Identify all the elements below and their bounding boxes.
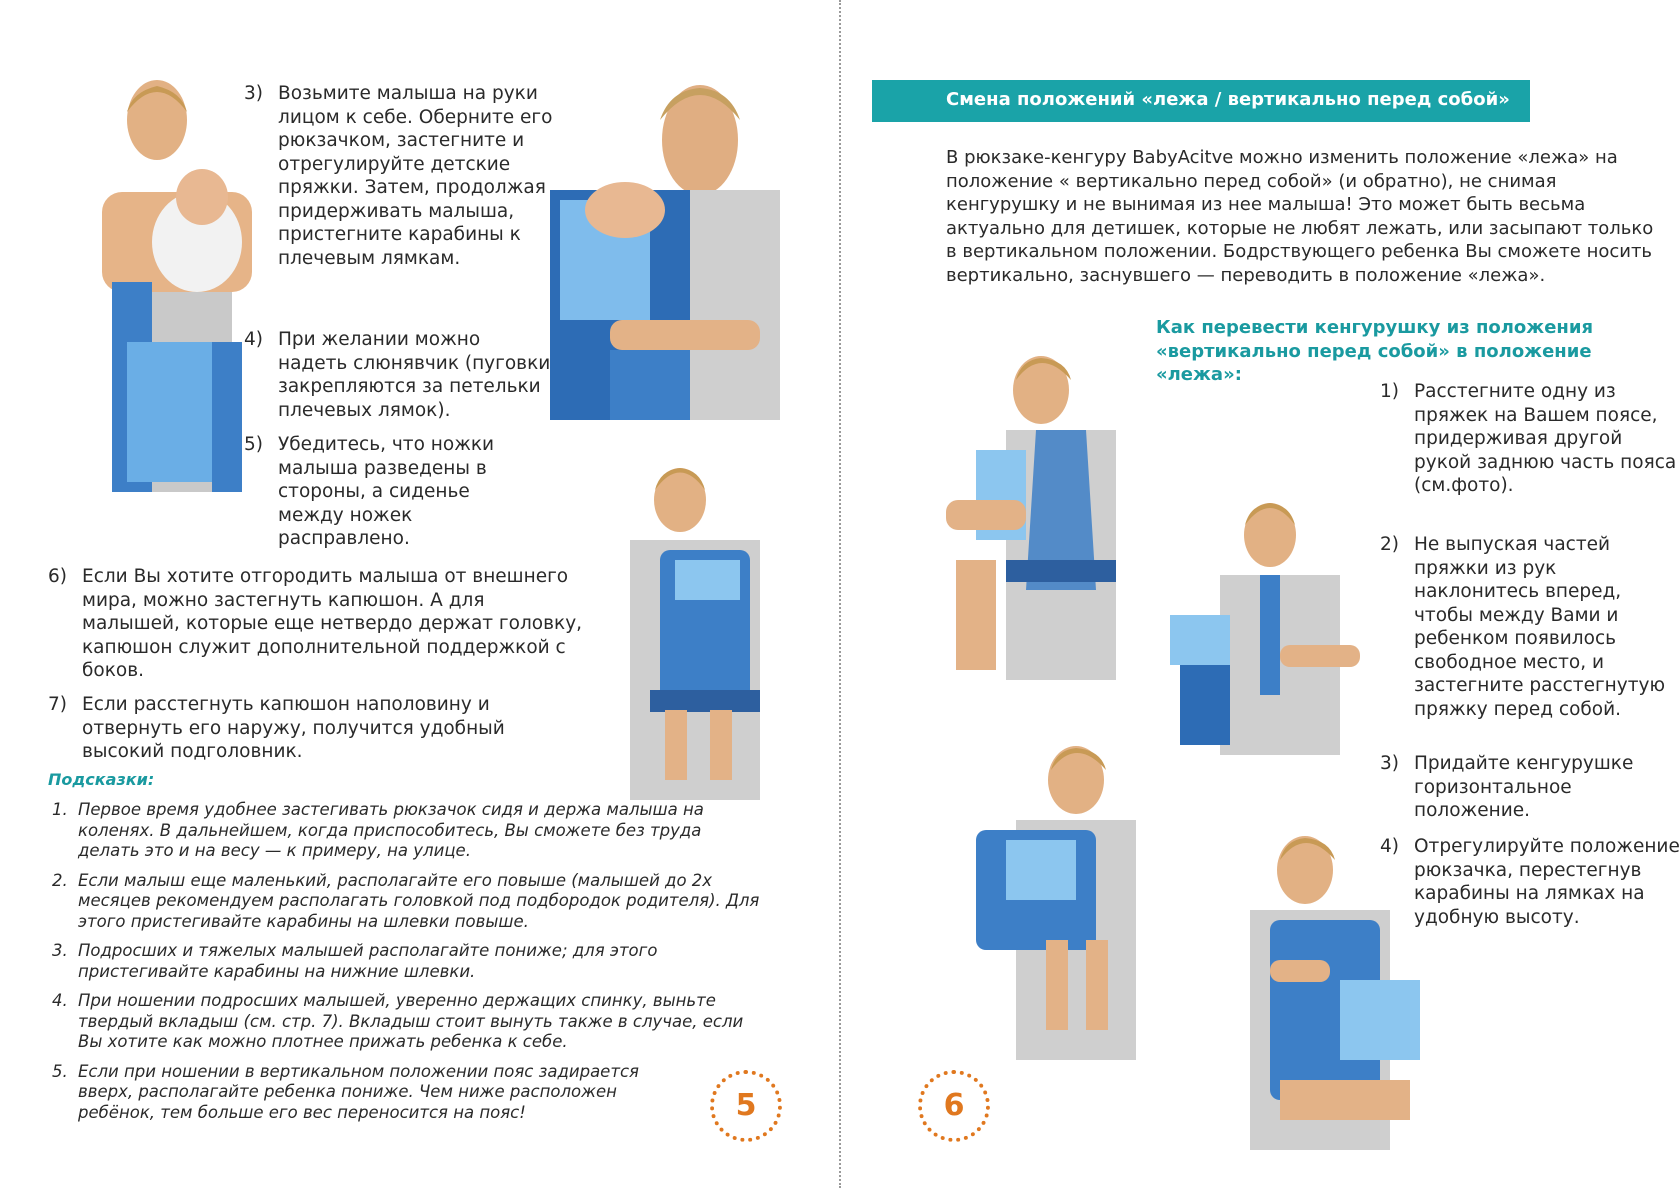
photo-lean-forward-rebuckle [1160,495,1360,755]
step-text: При желании можно надеть слюнявчик (пуговки закрепляются за петельки плечевых лямок). [278,329,551,421]
tip-text: Первое время удобнее застегивать рюкзачок сидя и держа малыша на коленях. В дальнейшем, когда приспособитесь, Вы сможете без труда делать это и на весу — к примеру, на улице. [78,800,704,860]
step-number: 7) [48,694,67,715]
photo-buttoning-bib [550,80,780,420]
step-text: Если Вы хотите отгородить малыша от внешнего мира, можно застегнуть капюшон. А для малышей, которые еще нетвердо держат головку, капюшон служит дополнительной поддержкой с боков. [82,566,583,681]
right-step-2 [1380,533,1680,721]
tips-heading: Подсказки: [48,770,155,789]
page-number-badge: 6 [918,1070,990,1142]
section-title: Смена положений «лежа / вертикально перед собой» [946,89,1510,110]
tip-item [48,871,768,933]
photo-mother-wrapping-baby [72,72,262,492]
tip-number: 3. [52,941,68,960]
step-number: 4) [244,329,263,350]
step-number: 3) [244,83,263,104]
tip-text: Если при ношении в вертикальном положении пояс задирается вверх, располагайте ребенка пониже. Чем ниже расположен ребёнок, тем больше его вес переносится на пояс! [78,1061,639,1122]
step-text: Возьмите малыша на руки лицом к себе. Оберните его рюкзачком, застегните и отрегулируйте детские пряжки. Затем, продолжая придерживать малыша, пристегните карабины к плечевым лямкам. [278,83,553,269]
tip-number: 2. [52,870,68,890]
step-number: 5) [244,434,263,455]
step-3 [244,82,554,270]
tip-number: 4. [52,991,68,1010]
step-7 [48,693,548,764]
tip-number: 5. [52,1061,68,1081]
tip-number: 1. [52,800,68,819]
step-text: Убедитесь, что ножки малыша разведены в стороны, а сиденье между ножек расправлено. [278,434,495,549]
photo-baby-in-carrier-front [600,460,780,800]
photo-horizontal-position [946,740,1156,1060]
tip-item [48,941,768,982]
page-number-badge: 5 [710,1070,782,1142]
step-number: 6) [48,566,67,587]
right-step-3 [1380,752,1680,823]
right-step-4 [1380,835,1680,929]
step-number: 3) [1380,753,1399,774]
step-text: Не выпуская частей пряжки из рук наклонитесь вперед, чтобы между Вами и ребенком появилось свободное место, и застегните расстегнутую пряжку перед собой. [1414,534,1666,720]
section-title-bar [872,80,1530,122]
tip-item [48,1062,768,1124]
tip-item [48,991,768,1053]
step-4 [244,328,554,422]
step-number: 4) [1380,836,1399,857]
instructions-subheading: Как перевести кенгурушку из положения «вертикально перед собой» в положение «лежа»: [1156,317,1594,385]
photo-unbuckle-waist-belt [946,350,1156,680]
step-text: Придайте кенгурушке горизонтальное положение. [1414,753,1634,821]
tip-item [48,800,768,862]
right-step-1 [1380,380,1680,498]
step-text: Отрегулируйте положение рюкзачка, перестегнув карабины на лямках на удобную высоту. [1414,836,1680,928]
step-6 [48,565,588,683]
intro-paragraph: В рюкзаке-кенгуру BabyAcitve можно изменить положение «лежа» на положение « вертикально перед собой» (и обратно), не снимая кенгурушку и не вынимая из нее малыша! Это может быть весьма актуально для детишек, которые не любят лежать, или засыпают только в вертикальном положении. Бодрствующего ребенка Вы сможете носить вертикально, заснувшего — переводить в положение «лежа». [946,147,1654,286]
tips-list [48,800,768,1132]
step-5 [244,433,534,551]
step-number: 1) [1380,381,1399,402]
tip-text: Подросших и тяжелых малышей располагайте пониже; для этого пристегивайте карабины на нижние шлевки. [78,941,658,981]
tip-text: При ношении подросших малышей, уверенно держащих спинку, выньте твердый вкладыш (см. стр. 7). Вкладыш стоит вынуть также в случае, если Вы хотите как можно плотнее прижать ребенка к себе. [78,991,744,1051]
step-text: Если расстегнуть капюшон наполовину и отвернуть его наружу, получится удобный высокий подголовник. [82,694,505,762]
tip-text: Если малыш еще маленький, располагайте его повыше (малышей до 2х месяцев рекомендуем располагать головкой под подбородок родителя). Для этого пристегивайте карабины на шлевки повыше. [78,870,760,931]
step-number: 2) [1380,534,1399,555]
step-text: Расстегните одну из пряжек на Вашем поясе, придерживая другой рукой заднюю часть пояса (см.фото). [1414,381,1677,496]
